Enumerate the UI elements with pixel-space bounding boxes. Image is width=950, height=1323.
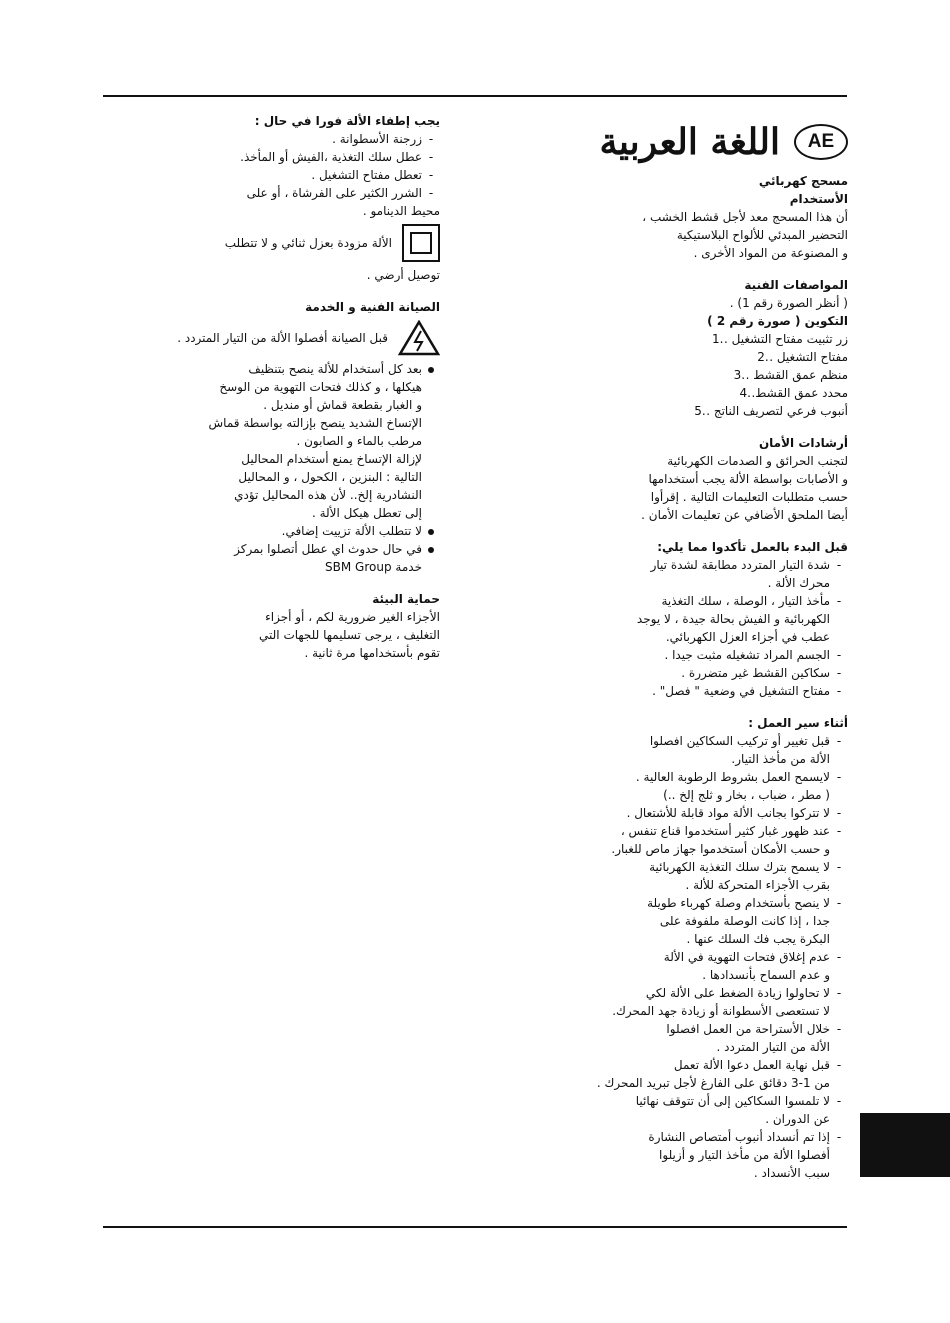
service-item-text: التالية : البنزين ، الكحول ، و المحاليل bbox=[238, 470, 422, 484]
during-item-text: سبب الأنسداد . bbox=[753, 1166, 830, 1180]
config-item-text: أنبوب فرعي لتصريف الناتج . bbox=[706, 404, 848, 418]
before-item-text: محرك الألة . bbox=[767, 576, 830, 590]
dash-marker: - bbox=[836, 950, 842, 964]
during-item-text: البكرة يجب فك السلك عنها . bbox=[686, 932, 830, 946]
language-title: اللغة العربية bbox=[599, 121, 780, 163]
dash-marker bbox=[830, 1002, 848, 1020]
during-item-text: لا تلمسوا السكاكين إلى أن تتوقف نهائيا bbox=[635, 1094, 830, 1108]
dash-marker bbox=[830, 876, 848, 894]
service-item bbox=[100, 504, 440, 522]
insulation-text: الألة مزودة بعزل ثنائي و لا تتطلب bbox=[224, 236, 392, 250]
dash-marker bbox=[830, 930, 848, 948]
dash-marker bbox=[830, 1074, 848, 1092]
product-title: مسحج كهربائي bbox=[758, 174, 848, 188]
service-warning-text: قبل الصيانة أفصلوا الألة من التيار المتردد . bbox=[177, 331, 388, 345]
during-list bbox=[450, 732, 848, 1182]
dash-marker: - bbox=[836, 734, 842, 748]
during-item-text: خلال الأستراحة من العمل افصلوا bbox=[666, 1022, 830, 1036]
service-item-text: النشادرية إلخ.. لأن هذه المحاليل تؤدي bbox=[234, 488, 422, 502]
bullet-dot bbox=[422, 486, 440, 504]
use-line: أن هذا المسحج معد لأجل قشط الخشب ، bbox=[642, 210, 848, 224]
during-item bbox=[450, 768, 848, 786]
stop-item bbox=[100, 130, 440, 148]
dash-marker: - bbox=[836, 1130, 842, 1144]
during-item-text: أفصلوا الألة من مأخذ التيار و أزيلوا bbox=[659, 1148, 830, 1162]
stop-item-text: الشرر الكثير على الفرشاة ، أو على bbox=[246, 186, 422, 200]
service-item-text: هيكلها ، و كذلك فتحات التهوية من الوسخ bbox=[219, 380, 422, 394]
left-column bbox=[100, 112, 440, 662]
env-line: الأجزاء الغير ضرورية لكم ، أو أجزاء bbox=[265, 610, 440, 624]
dash-marker: - bbox=[428, 150, 434, 164]
right-column bbox=[450, 112, 848, 1182]
before-item bbox=[450, 592, 848, 610]
service-item-text: لا تتطلب الألة تزييت إضافي. bbox=[281, 524, 422, 538]
config-item-text: مفتاح التشغيل . bbox=[769, 350, 848, 364]
service-item-text: لإزالة الإتساخ يمنع أستخدام المحاليل bbox=[241, 452, 422, 466]
during-item bbox=[450, 1128, 848, 1146]
dash-marker: - bbox=[836, 666, 842, 680]
stop-item-text: تعطل مفتاح التشغيل . bbox=[311, 168, 422, 182]
during-item bbox=[450, 1020, 848, 1038]
during-item-text: قبل نهاية العمل دعوا الألة تعمل bbox=[673, 1058, 830, 1072]
config-item-number: 4. bbox=[739, 386, 751, 400]
during-item bbox=[450, 1038, 848, 1056]
safety-line: حسب متطلبات التعليمات التالية . إقرأوا bbox=[650, 490, 848, 504]
before-item-text: شدة التيار المتردد مطابقة لشدة تيار bbox=[650, 558, 830, 572]
double-insulation-icon bbox=[402, 224, 440, 262]
during-item bbox=[450, 930, 848, 948]
stop-list bbox=[100, 130, 440, 202]
dash-marker: - bbox=[428, 186, 434, 200]
dash-marker bbox=[830, 574, 848, 592]
dash-marker bbox=[830, 1164, 848, 1182]
during-item-text: من 1-3 دقائق على الفارغ لأجل تبريد المحرك . bbox=[596, 1076, 830, 1090]
during-item bbox=[450, 894, 848, 912]
spec-line: ( أنظر الصورة رقم 1) . bbox=[729, 296, 848, 310]
service-item bbox=[100, 468, 440, 486]
language-header bbox=[450, 118, 848, 166]
during-item-text: لا يسمح بترك سلك التغذية الكهربائية bbox=[649, 860, 830, 874]
config-item bbox=[450, 366, 848, 384]
env-line: تقوم بأستخدامها مرة ثانية . bbox=[304, 646, 440, 660]
during-item-text: جدا ، إذا كانت الوصلة ملفوفة على bbox=[659, 914, 830, 928]
dash-marker: - bbox=[836, 770, 842, 784]
during-item-text: ( مطر ، ضباب ، بخار و ثلج إلخ ..) bbox=[663, 788, 830, 802]
insulation-tail: توصيل أرضي . bbox=[366, 268, 440, 282]
before-item bbox=[450, 556, 848, 574]
dash-marker bbox=[830, 1146, 848, 1164]
bullet-dot bbox=[422, 396, 440, 414]
dash-marker bbox=[830, 786, 848, 804]
during-item-text: عند ظهور غبار كثير أستخدموا قناع تنفس ، bbox=[620, 824, 830, 838]
use-heading: الأستخدام bbox=[789, 192, 848, 206]
dash-marker: - bbox=[836, 806, 842, 820]
dash-marker: - bbox=[428, 168, 434, 182]
dash-marker: - bbox=[836, 1058, 842, 1072]
during-item bbox=[450, 804, 848, 822]
during-item-text: لا ينصح بأستخدام وصلة كهرباء طويلة bbox=[647, 896, 830, 910]
service-list bbox=[100, 360, 440, 576]
stop-heading: يجب إطفاء الألة فورا في حال : bbox=[254, 114, 440, 128]
service-item bbox=[100, 522, 440, 540]
during-item-text: لايسمح العمل بشروط الرطوبة العالية . bbox=[635, 770, 830, 784]
service-item bbox=[100, 432, 440, 450]
top-rule bbox=[103, 95, 847, 97]
dash-marker bbox=[830, 912, 848, 930]
during-item-text: الألة من مأخذ التيار. bbox=[731, 752, 830, 766]
env-line: التغليف ، يرجى تسليمها للجهات التي bbox=[259, 628, 440, 642]
config-item-number: 5. bbox=[694, 404, 706, 418]
dash-marker: - bbox=[836, 648, 842, 662]
before-item-text: الكهربائية و الفيش بحالة جيدة ، لا يوجد bbox=[636, 612, 830, 626]
during-item-text: و عدم السماح بأنسدادها . bbox=[702, 968, 830, 982]
during-item bbox=[450, 786, 848, 804]
config-item-text: زر تثبيت مفتاح التشغيل . bbox=[724, 332, 848, 346]
before-item bbox=[450, 628, 848, 646]
service-item bbox=[100, 450, 440, 468]
service-item bbox=[100, 414, 440, 432]
dash-marker: - bbox=[836, 986, 842, 1000]
before-item-text: عطب في أجزاء العزل الكهربائي. bbox=[665, 630, 830, 644]
during-item-text: لا تحاولوا زيادة الضغط على الألة لكي bbox=[645, 986, 830, 1000]
use-line: و المصنوعة من المواد الأخرى . bbox=[693, 246, 848, 260]
during-item-text: قبل تغيير أو تركيب السكاكين افصلوا bbox=[649, 734, 830, 748]
service-item-text: بعد كل أستخدام للألة ينصح بتنظيف bbox=[248, 362, 422, 376]
during-item bbox=[450, 750, 848, 768]
use-line: التحضير المبدئي للألواح البلاستيكية bbox=[676, 228, 848, 242]
dash-marker: - bbox=[836, 684, 842, 698]
service-item bbox=[100, 396, 440, 414]
before-item-text: سكاكين القشط غير متضررة . bbox=[681, 666, 830, 680]
during-item bbox=[450, 984, 848, 1002]
dash-marker bbox=[830, 750, 848, 768]
before-item-text: الجسم المراد تشغيله مثبت جيدا . bbox=[664, 648, 830, 662]
bullet-dot bbox=[422, 468, 440, 486]
config-heading: التكوين ( صورة رقم 2 ) bbox=[707, 314, 848, 328]
config-item-text: محدد عمق القشط. bbox=[751, 386, 848, 400]
before-item bbox=[450, 610, 848, 628]
stop-item bbox=[100, 184, 440, 202]
during-item bbox=[450, 732, 848, 750]
bullet-dot bbox=[422, 558, 440, 576]
config-item bbox=[450, 330, 848, 348]
during-item bbox=[450, 822, 848, 840]
safety-heading: أرشادات الأمان bbox=[758, 436, 848, 450]
before-item bbox=[450, 574, 848, 592]
during-item bbox=[450, 876, 848, 894]
during-item-text: بقرب الأجزاء المتحركة للألة . bbox=[685, 878, 830, 892]
stop-tail: محيط الدينامو . bbox=[362, 204, 440, 218]
safety-line: لتجنب الحرائق و الصدمات الكهربائية bbox=[667, 454, 848, 468]
during-item-text: لا تستعصى الأسطوانة أو زيادة جهد المحرك. bbox=[612, 1004, 830, 1018]
config-item-number: 1. bbox=[712, 332, 724, 346]
service-item-text: مرطب بالماء و الصابون . bbox=[296, 434, 422, 448]
during-item-text: إذا تم أنسداد أنبوب أمتصاص النشارة bbox=[648, 1130, 830, 1144]
during-item bbox=[450, 1056, 848, 1074]
config-item-number: 3. bbox=[733, 368, 746, 382]
service-item-text: إلى تعطل هيكل الألة . bbox=[311, 506, 422, 520]
bullet-dot bbox=[422, 414, 440, 432]
dash-marker: - bbox=[836, 1022, 842, 1036]
config-item bbox=[450, 348, 848, 366]
language-badge: AE bbox=[794, 124, 848, 160]
service-item bbox=[100, 558, 440, 576]
dash-marker: - bbox=[836, 896, 842, 910]
dash-marker bbox=[830, 628, 848, 646]
service-item bbox=[100, 360, 440, 378]
config-list bbox=[450, 330, 848, 420]
during-item bbox=[450, 912, 848, 930]
during-item-text: عدم إغلاق فتحات التهوية في الألة bbox=[663, 950, 830, 964]
dash-marker: - bbox=[836, 824, 842, 838]
dash-marker bbox=[830, 1038, 848, 1056]
during-item bbox=[450, 1146, 848, 1164]
dash-marker: - bbox=[836, 558, 842, 572]
bullet-dot bbox=[422, 360, 440, 378]
env-heading: حماية البيئة bbox=[372, 592, 440, 606]
bullet-dot bbox=[422, 378, 440, 396]
during-item-text: و حسب الأمكان أستخدموا جهاز ماص للغبار. bbox=[611, 842, 830, 856]
config-item bbox=[450, 384, 848, 402]
bottom-rule bbox=[103, 1226, 847, 1228]
before-item-text: مأخذ التيار ، الوصلة ، سلك التغذية bbox=[661, 594, 830, 608]
before-list bbox=[450, 556, 848, 700]
during-item-text: عن الدوران . bbox=[765, 1112, 830, 1126]
service-item-text: الإتساخ الشديد ينصح بإزالته بواسطة قماش bbox=[208, 416, 422, 430]
dash-marker bbox=[830, 1110, 848, 1128]
during-item bbox=[450, 858, 848, 876]
safety-line: و الأصابات بواسطة الألة يجب أستخدامها bbox=[648, 472, 848, 486]
insulation-row bbox=[100, 224, 440, 262]
dash-marker: - bbox=[836, 1094, 842, 1108]
bullet-dot bbox=[422, 450, 440, 468]
before-item-text: مفتاح التشغيل في وضعية " فصل" . bbox=[652, 684, 830, 698]
before-item bbox=[450, 682, 848, 700]
dash-marker bbox=[830, 840, 848, 858]
bullet-dot bbox=[422, 432, 440, 450]
page-edge-tab bbox=[860, 1113, 950, 1177]
service-item-text: و الغبار بقطعة قماش أو منديل . bbox=[263, 398, 422, 412]
during-item bbox=[450, 840, 848, 858]
stop-item-text: عطل سلك التغذية ،الفيش أو المأخذ. bbox=[240, 150, 422, 164]
during-item bbox=[450, 1164, 848, 1182]
dash-marker: - bbox=[836, 594, 842, 608]
service-item-text: خدمة SBM Group bbox=[325, 560, 422, 574]
config-item-number: 2. bbox=[757, 350, 769, 364]
before-heading: قبل البدء بالعمل تأكدوا مما يلي: bbox=[657, 540, 848, 554]
during-item-text: لا تتركوا بجانب الألة مواد قابلة للأشتعال . bbox=[626, 806, 830, 820]
dash-marker: - bbox=[428, 132, 434, 146]
service-item bbox=[100, 378, 440, 396]
bullet-dot bbox=[422, 522, 440, 540]
dash-marker: - bbox=[836, 860, 842, 874]
spec-heading: المواصفات الفنية bbox=[744, 278, 848, 292]
high-voltage-warning-icon bbox=[398, 320, 440, 356]
during-heading: أثناء سير العمل : bbox=[748, 716, 848, 730]
config-item-text: منظم عمق القشط . bbox=[745, 368, 848, 382]
service-item-text: في حال حدوث اي عطل أتصلوا بمركز bbox=[234, 542, 422, 556]
before-item bbox=[450, 646, 848, 664]
during-item bbox=[450, 1074, 848, 1092]
before-item bbox=[450, 664, 848, 682]
config-item bbox=[450, 402, 848, 420]
service-heading: الصيانة الفنية و الخدمة bbox=[305, 300, 440, 314]
bullet-dot bbox=[422, 504, 440, 522]
dash-marker bbox=[830, 610, 848, 628]
stop-item bbox=[100, 166, 440, 184]
during-item bbox=[450, 1002, 848, 1020]
during-item bbox=[450, 948, 848, 966]
during-item-text: الألة من التيار المتردد . bbox=[716, 1040, 830, 1054]
during-item bbox=[450, 1092, 848, 1110]
service-item bbox=[100, 540, 440, 558]
service-item bbox=[100, 486, 440, 504]
during-item bbox=[450, 1110, 848, 1128]
stop-item bbox=[100, 148, 440, 166]
during-item bbox=[450, 966, 848, 984]
service-warning-row bbox=[100, 320, 440, 356]
bullet-dot bbox=[422, 540, 440, 558]
safety-line: أيضا الملحق الأضافي عن تعليمات الأمان . bbox=[641, 508, 848, 522]
dash-marker bbox=[830, 966, 848, 984]
stop-item-text: زرجنة الأسطوانة . bbox=[332, 132, 422, 146]
